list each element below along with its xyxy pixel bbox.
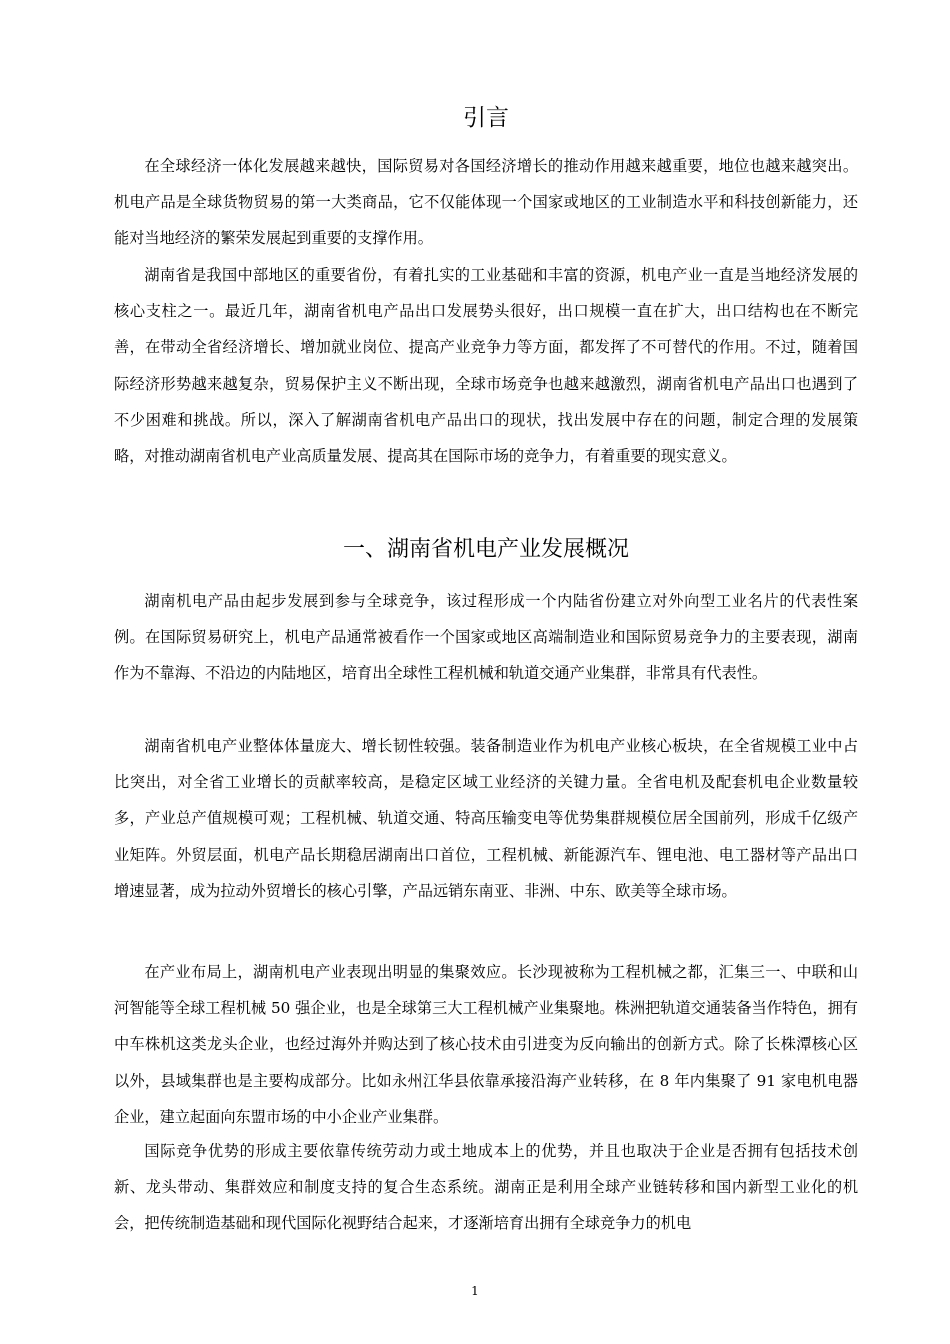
intro-paragraph-2: 湖南省是我国中部地区的重要省份，有着扎实的工业基础和丰富的资源，机电产业一直是当地经济发展的核心支柱之一。最近几年，湖南省机电产品出口发展势头很好，出口规模一直在扩大，出口结构也在不断完善，在带动全省经济增长、增加就业岗位、提高产业竞争力等方面，都发挥了不可替代的作用。不过，随着国际经济形势越来越复杂，贸易保护主义不断出现，全球市场竞争也越来越激烈，湖南省机电产品出口也遇到了不少困难和挑战。所以，深入了解湖南省机电产品出口的现状，找出发展中存在的问题，制定合理的发展策略，对推动湖南省机电产业高质量发展、提高其在国际市场的竞争力，有着重要的现实意义。 [114,266,858,466]
intro-paragraph-1: 在全球经济一体化发展越来越快，国际贸易对各国经济增长的推动作用越来越重要，地位也越来越突出。机电产品是全球货物贸易的第一大类商品，它不仅能体现一个国家或地区的工业制造水平和科技创新能力，还能对当地经济的繁荣发展起到重要的支撑作用。 [114,157,858,248]
section-paragraph-1: 湖南机电产品由起步发展到参与全球竞争，该过程形成一个内陆省份建立对外向型工业名片的代表性案例。在国际贸易研究上，机电产品通常被看作一个国家或地区高端制造业和国际贸易竞争力的主要表现，湖南作为不靠海、不沿边的内陆地区，培育出全球性工程机械和轨道交通产业集群，非常具有代表性。 [114,592,858,683]
section-paragraph-2: 湖南省机电产业整体体量庞大、增长韧性较强。装备制造业作为机电产业核心板块，在全省规模工业中占比突出，对全省工业增长的贡献率较高，是稳定区域工业经济的关键力量。全省电机及配套机电企业数量较多，产业总产值规模可观；工程机械、轨道交通、特高压输变电等优势集群规模位居全国前列，形成千亿级产业矩阵。外贸层面，机电产品长期稳居湖南出口首位，工程机械、新能源汽车、锂电池、电工器材等产品出口增速显著，成为拉动外贸增长的核心引擎，产品远销东南亚、非洲、中东、欧美等全球市场。 [114,737,858,900]
section-paragraph-3: 在产业布局上，湖南机电产业表现出明显的集聚效应。长沙现被称为工程机械之都，汇集三一、中联和山河智能等全球工程机械 50 强企业，也是全球第三大工程机械产业集聚地。株洲把轨道交通装备当作特色，拥有中车株机这类龙头企业，也经过海外并购达到了核心技术由引进变为反向输出的创新方式。除了长株潭核心区以外，县域集群也是主要构成部分。比如永州江华县依靠承接沿海产业转移，在 8 年内集聚了 91 家电机电器企业，建立起面向东盟市场的中小企业产业集群。 [114,963,858,1126]
intro-heading: 引言 [463,105,509,131]
section-heading: 一、湖南省机电产业发展概况 [342,537,629,562]
section-paragraph-4: 国际竞争优势的形成主要依靠传统劳动力或土地成本上的优势，并且也取决于企业是否拥有包括技术创新、龙头带动、集群效应和制度支持的复合生态系统。湖南正是利用全球产业链转移和国内新型工业化的机会，把传统制造基础和现代国际化视野结合起来，才逐渐培育出拥有全球竞争力的机电 [114,1142,858,1233]
page-number: 1 [471,1284,479,1298]
